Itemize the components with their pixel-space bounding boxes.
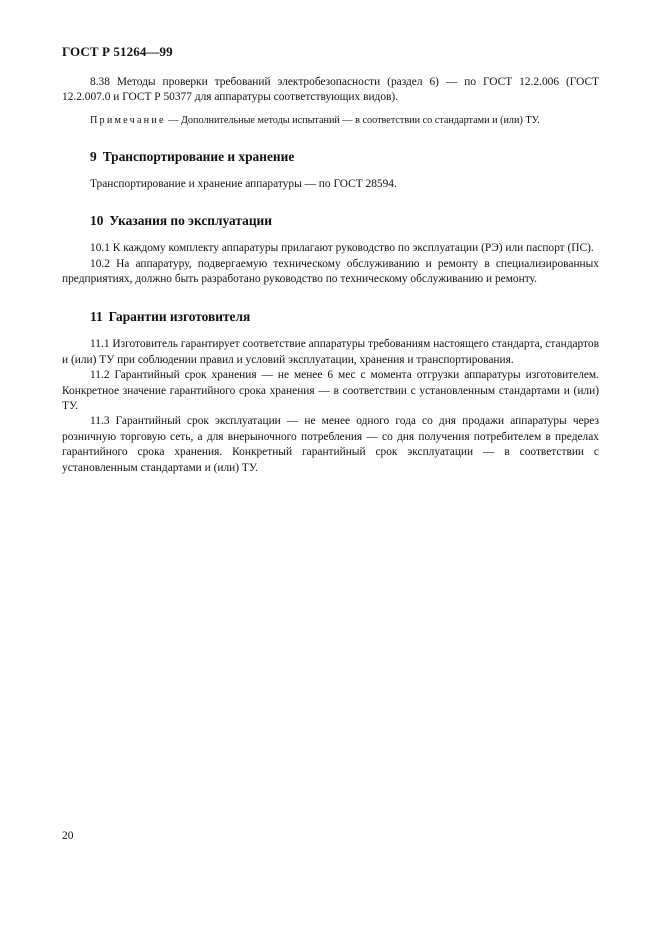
- section-9-heading: [62, 148, 599, 165]
- clause-10-1: 10.1 К каждому комплекту аппаратуры прилагают руководство по эксплуатации (РЭ) или паспорт (ПС).: [90, 242, 594, 255]
- note: [62, 114, 599, 128]
- clause-11-2: 11.2 Гарантийный срок хранения — не менее 6 мес с момента отгрузки аппаратуры изготовителем. Конкретное значение гарантийного срока хранения — в соответствии с установленным стандартами и (или) ТУ.: [62, 369, 599, 413]
- clause-8-38: 8.38 Методы проверки требований электробезопасности (раздел 6) — по ГОСТ 12.2.006 (ГОСТ 12.2.007.0 и ГОСТ Р 50377 для аппаратуры соответствующих видов).: [62, 76, 599, 104]
- note-text: — Дополнительные методы испытаний — в соответствии со стандартами и (или) ТУ.: [165, 114, 540, 126]
- clause-11-3: 11.3 Гарантийный срок эксплуатации — не менее одного года со дня продажи аппаратуры через розничную торговую сеть, а для внерыночного потребления — со дня получения потребителем в пределах гарантийного срока хранения. Конкретный гарантийный срок эксплуатации — в соответствии с установленным стандартами и (или) ТУ.: [62, 415, 599, 474]
- section-11-number: 11: [90, 309, 103, 325]
- page-content: [62, 75, 599, 476]
- section-10-number: 10: [90, 213, 104, 229]
- running-header: ГОСТ Р 51264—99: [62, 44, 173, 59]
- section-9-title: Транспортирование и хранение: [102, 148, 295, 164]
- section-9-text: Транспортирование и хранение аппаратуры — по ГОСТ 28594.: [90, 177, 397, 190]
- page-number: 20: [62, 830, 74, 842]
- section-10-title: Указания по эксплуатации: [109, 213, 272, 229]
- note-label: Примечание: [90, 114, 166, 126]
- section-11-title: Гарантии изготовителя: [108, 309, 251, 325]
- section-9-number: 9: [90, 148, 97, 164]
- clause-10-2: 10.2 На аппаратуру, подвергаемую техническому обслуживанию и ремонту в специализированных предприятиях, должно быть разработано руководство по техническому обслуживанию и ремонту.: [62, 257, 599, 286]
- section-11-heading: [62, 308, 599, 325]
- section-10-heading: [62, 212, 599, 229]
- clause-11-1: 11.1 Изготовитель гарантирует соответствие аппаратуры требованиям настоящего стандарта, стандартов и (или) ТУ при соблюдении правил и условий эксплуатации, хранения и транспортирования.: [62, 338, 599, 366]
